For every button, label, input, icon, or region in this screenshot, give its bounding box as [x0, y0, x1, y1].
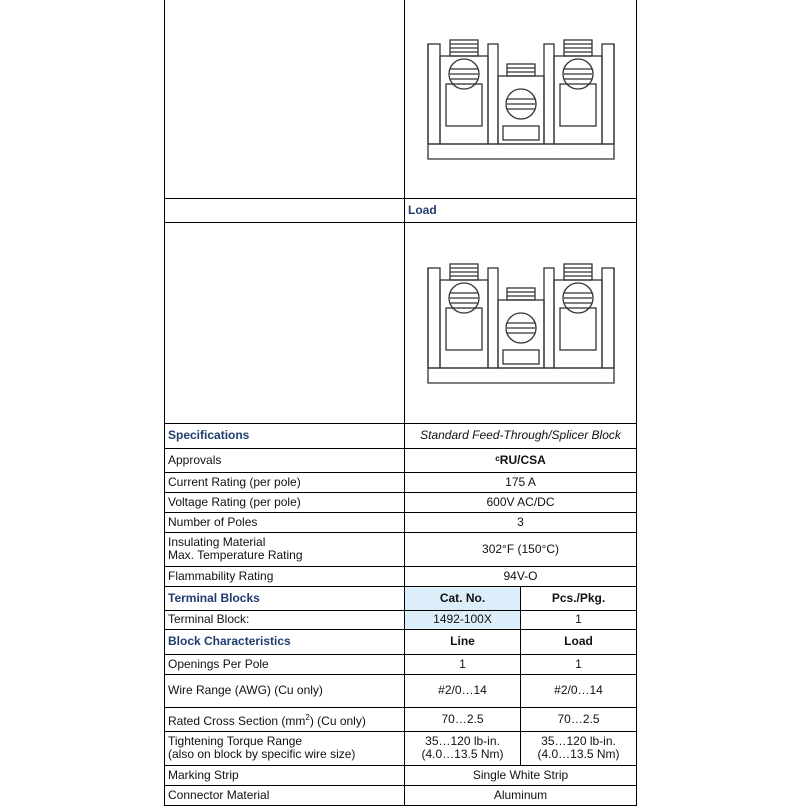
block-characteristics-heading: Block Characteristics [165, 629, 405, 654]
characteristic-row [165, 707, 637, 731]
approvals-value [405, 448, 637, 472]
characteristic-label: Wire Range (AWG) (Cu only) [165, 674, 405, 707]
characteristic-label: Marking Strip [165, 765, 405, 785]
terminal-block-label: Terminal Block: [165, 610, 405, 629]
line-value: 70…2.5 [405, 707, 521, 731]
line-diagram-left-cell [165, 0, 405, 198]
load-diagram-left-cell [165, 222, 405, 423]
load-label-left-cell [165, 198, 405, 222]
spec-row [165, 448, 637, 472]
terminal-block-diagram-icon [426, 36, 616, 161]
characteristic-span-value: Single White Strip [405, 765, 637, 785]
block-characteristics-header-row [165, 629, 637, 654]
pcs-pkg-header: Pcs./Pkg. [521, 586, 637, 610]
spec-label: Insulating Material [168, 535, 266, 549]
line-diagram-cell [405, 0, 637, 198]
load-diagram-row [165, 222, 637, 423]
spec-value: 175 A [405, 472, 637, 492]
ul-certification-mark: ᶜRU [495, 452, 518, 467]
terminal-block-diagram-icon [426, 260, 616, 385]
terminal-blocks-heading: Terminal Blocks [165, 586, 405, 610]
characteristic-row [165, 654, 637, 674]
characteristic-row [165, 731, 637, 765]
spec-sheet [164, 0, 636, 800]
spec-label: Number of Poles [165, 512, 405, 532]
spec-label-second-line: Max. Temperature Rating [168, 548, 303, 562]
characteristic-label [165, 707, 405, 731]
spec-row [165, 532, 637, 566]
line-value-double [405, 731, 521, 765]
terminal-block-row [165, 610, 637, 629]
characteristic-row [165, 674, 637, 707]
characteristic-label: Tightening Torque Range [168, 734, 303, 748]
specifications-heading: Specifications [165, 423, 405, 448]
label-part: Rated Cross Section (mm [168, 713, 306, 728]
spec-label: Current Rating (per pole) [165, 472, 405, 492]
characteristic-span-value: Aluminum [405, 785, 637, 805]
pcs-pkg-value: 1 [521, 610, 637, 629]
spec-label: Approvals [165, 448, 405, 472]
spec-table [164, 0, 637, 806]
characteristic-row [165, 765, 637, 785]
spec-label-double [165, 532, 405, 566]
label-part: ) (Cu only) [309, 713, 366, 728]
line-diagram-row [165, 0, 637, 198]
line-value: #2/0…14 [405, 674, 521, 707]
spec-row [165, 472, 637, 492]
spec-value: 302°F (150°C) [405, 532, 637, 566]
load-value-double [521, 731, 637, 765]
spec-value: 600V AC/DC [405, 492, 637, 512]
load-value: #2/0…14 [521, 674, 637, 707]
characteristic-row [165, 785, 637, 805]
load-label: Load [405, 198, 637, 222]
characteristic-label-second-line: (also on block by specific wire size) [168, 747, 356, 761]
load-value: 35…120 lb-in. [541, 734, 616, 748]
load-label-row [165, 198, 637, 222]
line-header: Line [405, 629, 521, 654]
line-value: 35…120 lb-in. [425, 734, 500, 748]
spec-row [165, 566, 637, 586]
cat-no-value: 1492-100X [405, 610, 521, 629]
load-value: 70…2.5 [521, 707, 637, 731]
load-diagram-cell [405, 222, 637, 423]
characteristic-label: Openings Per Pole [165, 654, 405, 674]
load-value: 1 [521, 654, 637, 674]
load-header: Load [521, 629, 637, 654]
spec-label: Voltage Rating (per pole) [165, 492, 405, 512]
line-value: 1 [405, 654, 521, 674]
characteristic-label-double [165, 731, 405, 765]
line-value-second-line: (4.0…13.5 Nm) [421, 747, 504, 761]
spec-label: Flammability Rating [165, 566, 405, 586]
cat-no-header: Cat. No. [405, 586, 521, 610]
spec-value: 94V-O [405, 566, 637, 586]
label-superscript: 2 [305, 712, 310, 722]
spec-row [165, 492, 637, 512]
specifications-subtitle: Standard Feed-Through/Splicer Block [405, 423, 637, 448]
load-value-second-line: (4.0…13.5 Nm) [537, 747, 620, 761]
characteristic-label: Connector Material [165, 785, 405, 805]
spec-row [165, 512, 637, 532]
approvals-text: /CSA [517, 452, 546, 467]
terminal-blocks-header-row [165, 586, 637, 610]
spec-value: 3 [405, 512, 637, 532]
specifications-header-row [165, 423, 637, 448]
